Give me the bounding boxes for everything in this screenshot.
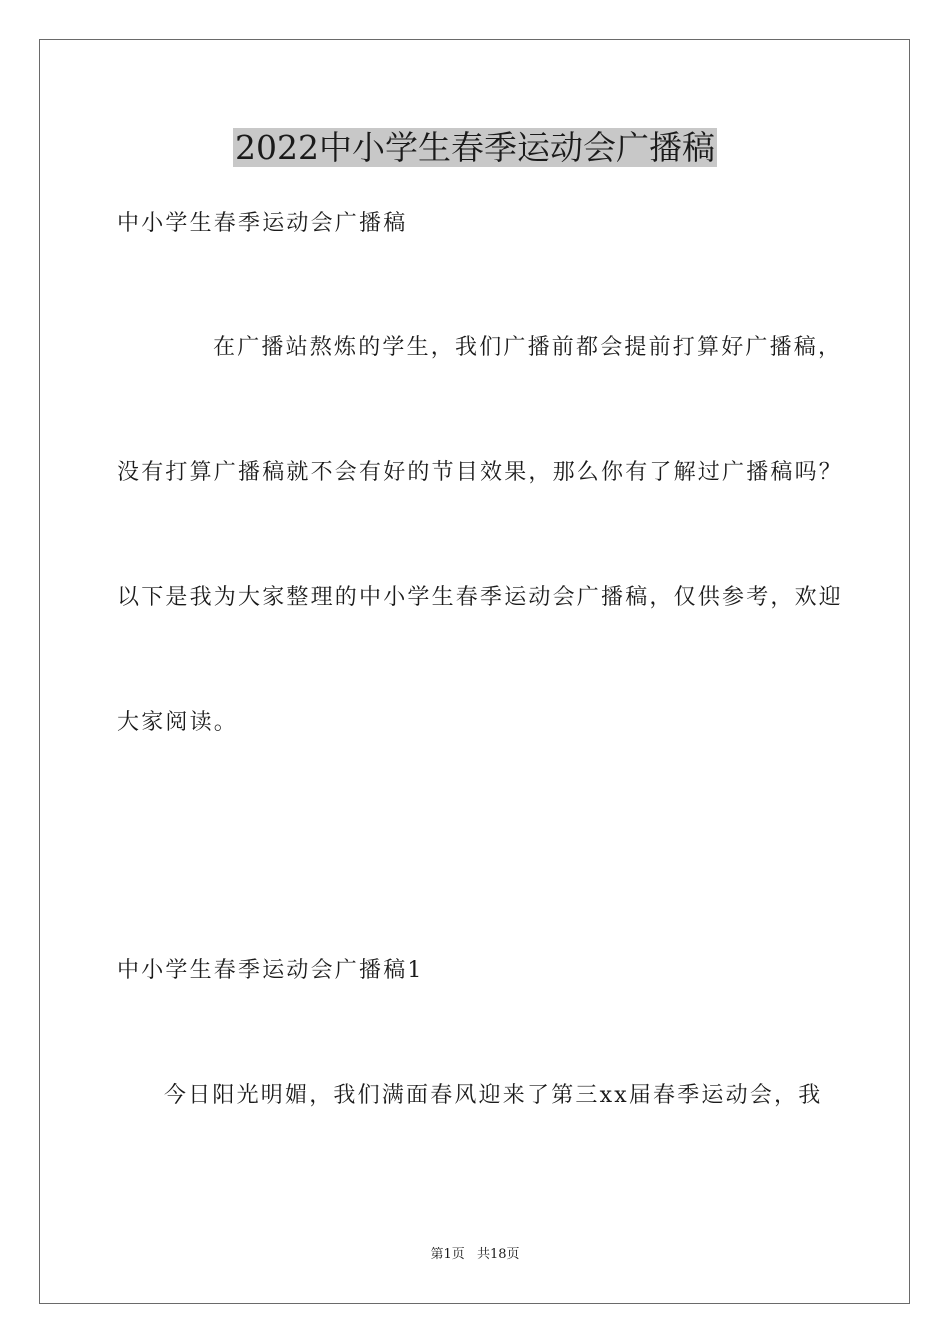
paragraph-line: 大家阅读。 bbox=[117, 710, 239, 735]
document-title bbox=[0, 126, 950, 170]
paragraph-line: 今日阳光明媚，我们满面春风迎来了第三xx届春季运动会，我 bbox=[164, 1083, 823, 1108]
subtitle-line: 中小学生春季运动会广播稿 bbox=[117, 211, 408, 236]
paragraph-line: 在广播站熬炼的学生，我们广播前都会提前打算好广播稿， bbox=[213, 335, 843, 360]
paragraph-line: 以下是我为大家整理的中小学生春季运动会广播稿，仅供参考，欢迎 bbox=[117, 585, 844, 610]
paragraph-line: 没有打算广播稿就不会有好的节目效果，那么你有了解过广播稿吗？ bbox=[117, 460, 844, 485]
document-title-text: 2022中小学生春季运动会广播稿 bbox=[235, 128, 715, 167]
section-heading: 中小学生春季运动会广播稿1 bbox=[117, 958, 424, 983]
page-number-current: 第1页 bbox=[430, 1247, 465, 1262]
page-number-total: 共18页 bbox=[476, 1247, 520, 1262]
page-footer bbox=[0, 1246, 950, 1264]
